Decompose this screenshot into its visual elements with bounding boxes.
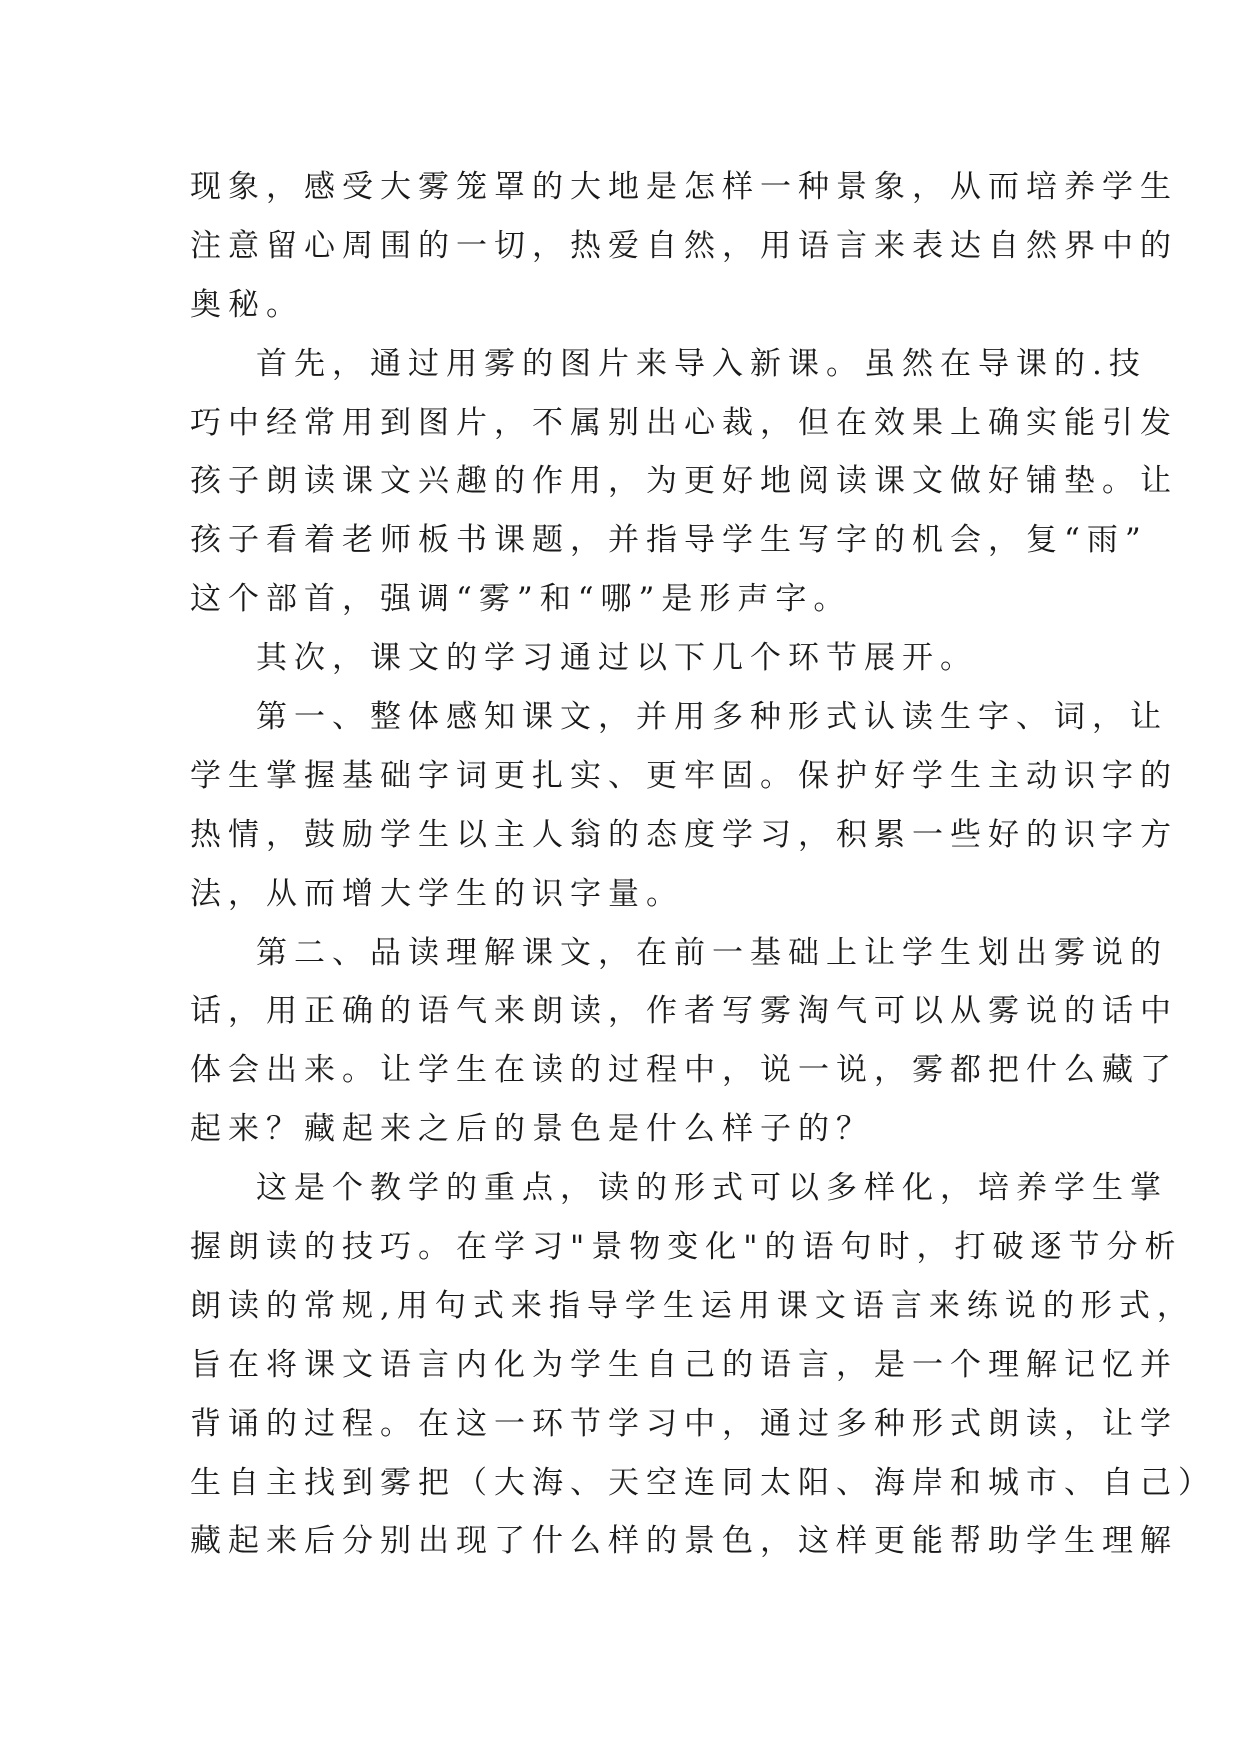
text-line: 巧中经常用到图片，不属别出心裁，但在效果上确实能引发 <box>190 404 1178 441</box>
text-line: 其次，课文的学习通过以下几个环节展开。 <box>256 640 978 677</box>
text-line: 背诵的过程。在这一环节学习中，通过多种形式朗读，让学 <box>190 1405 1178 1442</box>
text-line: 旨在将课文语言内化为学生自己的语言，是一个理解记忆并 <box>190 1346 1178 1383</box>
text-line: 握朗读的技巧。在学习"景物变化"的语句时，打破逐节分析 <box>190 1229 1183 1266</box>
document-body <box>190 158 1216 1571</box>
text-line: 孩子看着老师板书课题，并指导学生写字的机会，复“雨” <box>190 522 1148 559</box>
text-line: 孩子朗读课文兴趣的作用，为更好地阅读课文做好铺垫。让 <box>190 463 1178 500</box>
text-line: 生自主找到雾把（大海、天空连同太阳、海岸和城市、自己） <box>190 1464 1216 1501</box>
text-line: 现象，感受大雾笼罩的大地是怎样一种景象，从而培养学生 <box>190 169 1178 205</box>
text-line: 注意留心周围的一切，热爱自然，用语言来表达自然界中的 <box>190 227 1178 264</box>
text-line: 法，从而增大学生的识字量。 <box>190 875 684 912</box>
text-line: 藏起来后分别出现了什么样的景色，这样更能帮助学生理解 <box>190 1523 1178 1560</box>
text-line: 热情，鼓励学生以主人翁的态度学习，积累一些好的识字方 <box>190 816 1178 853</box>
text-line: 第一、整体感知课文，并用多种形式认读生字、词，让 <box>256 699 1168 736</box>
text-line: 话，用正确的语气来朗读，作者写雾淘气可以从雾说的话中 <box>190 993 1178 1030</box>
text-line: 首先，通过用雾的图片来导入新课。虽然在导课的.技 <box>256 345 1147 382</box>
text-line: 学生掌握基础字词更扎实、更牢固。保护好学生主动识字的 <box>190 757 1178 794</box>
text-line: 朗读的常规,用句式来指导学生运用课文语言来练说的形式， <box>190 1287 1195 1324</box>
text-line: 起来？藏起来之后的景色是什么样子的？ <box>190 1111 874 1148</box>
text-line: 第二、品读理解课文，在前一基础上让学生划出雾说的 <box>256 934 1168 971</box>
text-line: 这个部首，强调“雾”和“哪”是形声字。 <box>190 581 852 618</box>
text-line: 奥秘。 <box>190 286 304 323</box>
text-line: 体会出来。让学生在读的过程中，说一说，雾都把什么藏了 <box>190 1052 1178 1089</box>
text-line: 这是个教学的重点，读的形式可以多样化，培养学生掌 <box>256 1170 1168 1207</box>
